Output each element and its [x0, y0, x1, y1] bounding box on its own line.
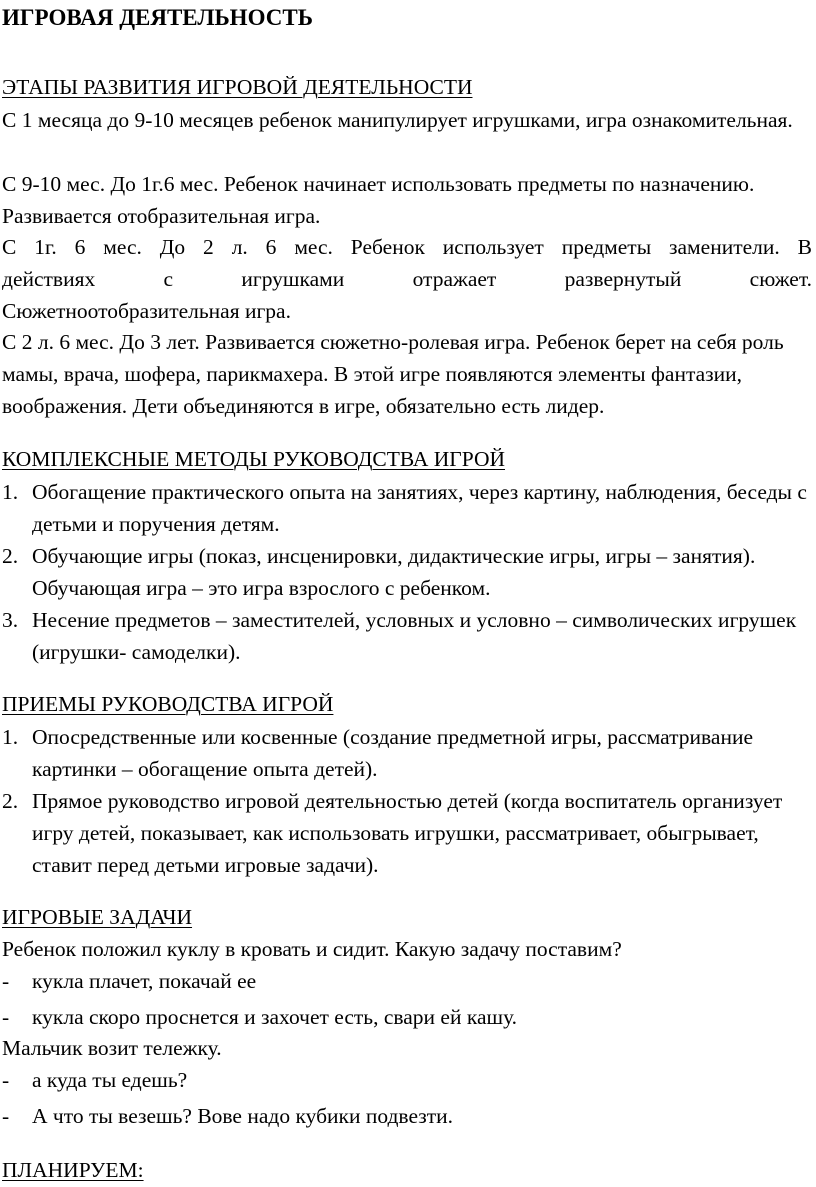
list-item-number: 1. [2, 725, 19, 749]
list-item [2, 963, 812, 999]
list-item-number: 2. [2, 789, 19, 813]
list-item [2, 1062, 812, 1098]
list-item-text: кукла скоро проснется и захочет есть, свари ей кашу. [32, 1005, 518, 1029]
list-item-number: 1. [2, 480, 19, 504]
list-item-dash: - [2, 969, 10, 993]
list-item-text: Обучающие игры (показ, инсценировки, дидактические игры, игры – занятия). Обучающая игра – это игра взрослого с ребенком. [32, 544, 756, 600]
list-item [2, 785, 812, 881]
list-item [2, 721, 812, 785]
plan-heading: ПЛАНИРУЕМ: [2, 1158, 144, 1182]
list-item-text: Прямое руководство игровой деятельностью детей (когда воспитатель организует игру детей, показывает, как использовать игрушки, рассматривает, обыгрывает, ставит перед детьми игровые задачи). [32, 789, 783, 877]
stage-paragraph-4: С 2 л. 6 мес. До 3 лет. Развивается сюжетно-ролевая игра. Ребенок берет на себя роль мамы, врача, шофера, парикмахера. В этой игре появляются элементы фантазии, воображения. Дети объединяются в игре, обязательно есть лидер. [2, 330, 784, 418]
list-item-dash: - [2, 1005, 10, 1029]
list-item [2, 1098, 812, 1134]
stage-paragraph-3-line-3: Сюжетноотобразительная игра. [2, 299, 291, 323]
list-item [2, 604, 812, 668]
stage-paragraph-1: С 1 месяца до 9-10 месяцев ребенок манипулирует игрушками, игра ознакомительная. [2, 108, 793, 132]
list-item-text: а куда ты едешь? [32, 1068, 188, 1092]
list-item [2, 540, 812, 604]
list-item-text: Обогащение практического опыта на занятиях, через картину, наблюдения, беседы с детьми и поручения детям. [32, 480, 807, 536]
list-item [2, 999, 812, 1035]
list-item-text: Несение предметов – заместителей, условных и условно – символических игрушек (игрушки- самоделки). [32, 608, 797, 664]
techniques-list [2, 721, 812, 881]
list-item-text: кукла плачет, покачай ее [32, 969, 257, 993]
document-title: ИГРОВАЯ ДЕЯТЕЛЬНОСТЬ [2, 5, 313, 30]
tasks-heading: ИГРОВЫЕ ЗАДАЧИ [2, 905, 193, 929]
list-item-text: Опосредственные или косвенные (создание предметной игры, рассматривание картинки – обогащение опыта детей). [32, 725, 754, 781]
tasks-list-2 [2, 1062, 812, 1134]
list-item-dash: - [2, 1068, 10, 1092]
tasks-list-1 [2, 963, 812, 1035]
list-item-text: А что ты везешь? Вове надо кубики подвезти. [32, 1104, 454, 1128]
tasks-intro-1: Ребенок положил куклу в кровать и сидит. Какую задачу поставим? [2, 937, 622, 961]
stages-heading: ЭТАПЫ РАЗВИТИЯ ИГРОВОЙ ДЕЯТЕЛЬНОСТИ [2, 75, 473, 99]
stage-paragraph-3 [2, 231, 812, 327]
list-item-number: 2. [2, 544, 19, 568]
tasks-intro-2: Мальчик возит тележку. [2, 1036, 222, 1060]
methods-heading: КОМПЛЕКСНЫЕ МЕТОДЫ РУКОВОДСТВА ИГРОЙ [2, 447, 505, 471]
list-item-number: 3. [2, 608, 19, 632]
techniques-heading: ПРИЕМЫ РУКОВОДСТВА ИГРОЙ [2, 692, 334, 716]
list-item [2, 476, 812, 540]
list-item-dash: - [2, 1104, 10, 1128]
stage-paragraph-3-line-1: С 1г. 6 мес. До 2 л. 6 мес. Ребенок использует предметы заменители. В [2, 235, 812, 259]
stage-paragraph-3-line-2: действиях с игрушками отражает развернутый сюжет. [2, 267, 812, 291]
stage-paragraph-2: С 9-10 мес. До 1г.6 мес. Ребенок начинает использовать предметы по назначению. Развивается отобразительная игра. [2, 172, 755, 228]
methods-list [2, 476, 812, 668]
